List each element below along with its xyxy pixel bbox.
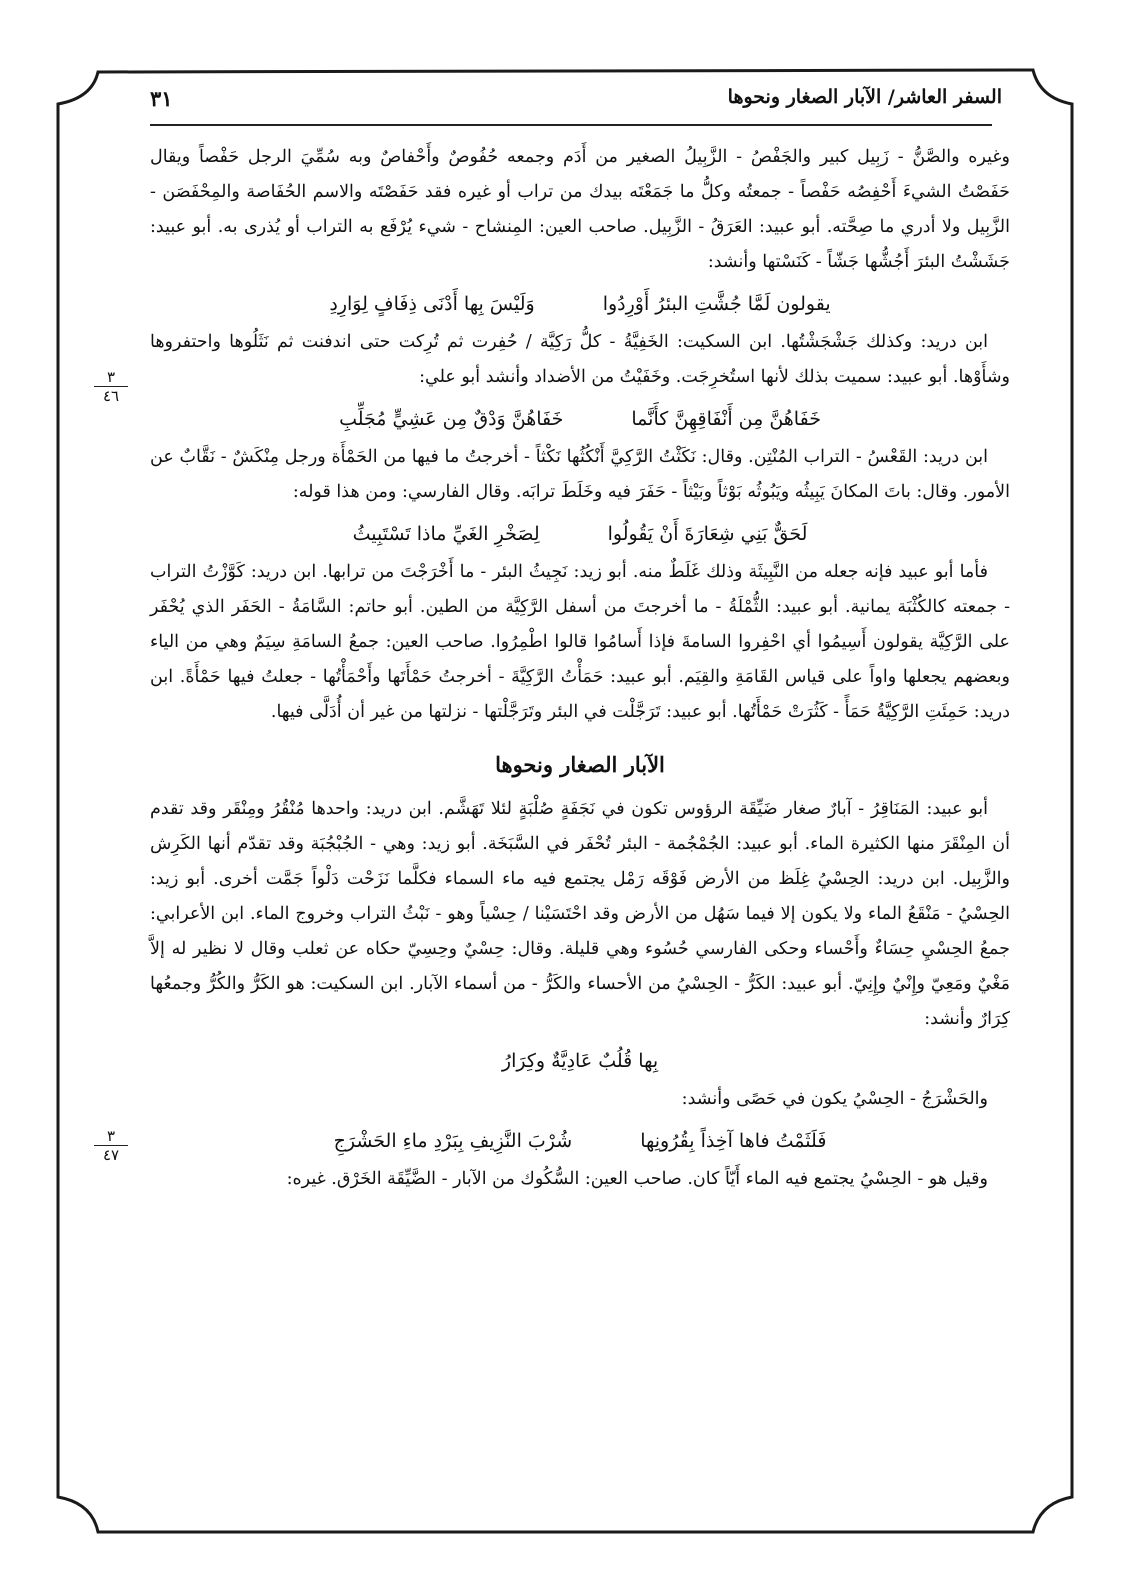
verse-hemistich-second: وَلَيْسَ بِها أَدْنَى ذِفَافٍ لِوَارِدِ bbox=[329, 293, 535, 315]
verse-hemistich-first: فَلَثَمْتُ فاها آخِذاً بِقُرُونِها bbox=[640, 1130, 827, 1152]
section-title: الآبار الصغار ونحوها bbox=[495, 752, 665, 777]
margin-folio-note bbox=[94, 368, 128, 405]
page-number: ٣١ bbox=[150, 86, 173, 111]
margin-folio-note bbox=[94, 1127, 128, 1164]
verse-hemistich-first: لَحَقٌّ بَنِي شِعَارَةَ أَنْ يَقُولُوا bbox=[607, 523, 808, 545]
verse-hemistich-second: لِصَخْرِ الغَيِّ ماذا تَسْتَبِيثُ bbox=[352, 523, 540, 545]
paragraph: ابن دريد: القَعْسُ - التراب المُنْتِن. وقال: نَكَثْتُ الرَّكِيَّ أَنْكُثُها نَكْثاً - أخرجتُ ما فيها من الحَمْأَة ورجل مِنْكَشٌ - نَقَّابٌ عن الأمور. وقال: باتَ المكانَ يَبِيثُه ويَبُوثُه بَوْثاً وبَيْثاً - حَفَرَ فيه وخَلَطَ ترابَه. وقال الفارسي: ومن هذا قوله: bbox=[150, 447, 1010, 502]
paragraph: والحَشْرَجُ - الحِسْيُ يكون في حَصًى وأنشد: bbox=[681, 1089, 988, 1109]
margin-note-bottom: ٤٧ bbox=[102, 1146, 120, 1164]
paragraph: ابن دريد: وكذلك جَشْجَشْتُها. ابن السكيت: الخَفِيَّةُ - كلُّ رَكِيَّة / حُفِرت ثم تُرِكت حتى اندفنت ثم نَثَلُوها واحتفروها وشأَوْها. أبو عبيد: سميت بذلك لأنها استُخرِجَت. وخَفَيْتُ من الأضداد وأنشد أبو علي: bbox=[150, 332, 1010, 387]
running-head: السفر العاشر/ الآبار الصغار ونحوها bbox=[727, 86, 1002, 108]
verse-line bbox=[150, 516, 1010, 552]
paragraph: وغيره والصَّنُّ - زَبِيل كبير والجَفْصُ - الزَّبِيلُ الصغير من أَدَم وجمعه حُفُوصٌ وأَحْفاصٌ وبه سُمِّيَ الرجل حَفْصاً ويقال حَفَصْتُ الشيءَ أَحْفِصُه حَفْصاً - جمعتُه وكلُّ ما جَمَعْتَه بيدك من تراب أو غيره فقد حَفَصْتَه والاسم الحُفَاصة والمِحْفَصَن - الزَّبِيل ولا أدري ما صِحَّته. أبو عبيد: العَرَقُ - الزَّبِيل. صاحب العين: المِنشاح - شيء يُرْفَع به التراب أو يُذرى به. أبو عبيد: جَشَشْتُ البئرَ أَجُشُّها جَشّاً - كَنَسْتها وأنشد: bbox=[150, 147, 1010, 272]
margin-note-top: ٣ bbox=[94, 1127, 128, 1146]
verse-hemistich-second: خَفَاهُنَّ وَدْقٌ مِن عَشِيٍّ مُجَلِّبِ bbox=[339, 408, 564, 430]
verse-line bbox=[150, 401, 1010, 437]
verse-hemistich-second: شُرْبَ النَّزِيفِ بِبَرْدِ ماءِ الحَشْرَجِ bbox=[333, 1130, 573, 1152]
verse-line bbox=[150, 1043, 1010, 1079]
header-rule bbox=[150, 124, 992, 126]
verse-line bbox=[150, 286, 1010, 322]
paragraph: فأما أبو عبيد فإنه جعله من النَّبِيثَة وذلك غَلَطٌ منه. أبو زيد: نَجِيثُ البئر - ما أَخْرَجْتَ من ترابها. ابن دريد: كَوَّزْتُ التراب - جمعته كالكُثْبَة يمانية. أبو عبيد: الثُّمْلَةُ - ما أخرجتَ من أسفل الرَّكِيَّة من الطين. أبو حاتم: السَّامَةُ - الحَفَر الذي يُحْفَر على الرَّكِيَّة يقولون أَسِيمُوا أي احْفِروا السامةَ فإذا أَسامُوا قالوا اطْمِرُوا. صاحب العين: جمعُ السامَةِ سِيَمٌ وهي من الياء وبعضهم يجعلها واواً على قياس القَامَةِ والقِيَم. أبو عبيد: حَمَأْتُ الرَّكِيَّةَ - أخرجتُ حَمْأَتَها وأَحْمَأْتُها - جعلتُ فيها حَمْأَةً. ابن دريد: حَمِئَتِ الرَّكِيَّةُ حَمَأً - كَثُرَتْ حَمْأَتُها. أبو عبيد: تَرَجَّلْت في البئر وتَرَجَّلْتها - نزلتها من غير أن أُدَلَّى فيها. bbox=[150, 562, 1010, 722]
paragraph: وقيل هو - الحِسْيُ يجتمع فيه الماء أَيّاً كان. صاحب العين: السُّكُوك من الآبار - الضَّيِّقَة الخَرْق. غيره: bbox=[286, 1169, 988, 1189]
margin-note-top: ٣ bbox=[94, 368, 128, 387]
verse-hemistich-first: خَفَاهُنَّ مِن أَنْفَاقِهِنَّ كأَنَّما bbox=[631, 408, 821, 430]
margin-note-bottom: ٤٦ bbox=[102, 387, 120, 405]
verse-single: بِها قُلُبٌ عَادِيَّةٌ وكِرَارُ bbox=[501, 1050, 659, 1072]
paragraph: أبو عبيد: المَنَاقِرُ - آبارٌ صغار ضَيِّقَة الرؤوس تكون في نَجَفَةٍ صُلْبَةٍ لئلا تَهَشَّم. ابن دريد: واحدها مُنْقُرُ ومِنْقَر وقد تقدم أن المِنْقَرَ منها الكثيرة الماء. أبو عبيد: الجُمْجُمة - البئر تُحْفَر في السَّبَخَة. أبو زيد: وهي - الجُبْجُبَة وقد تقدّم أنها الكَرِش والزَّبِيل. ابن دريد: الحِسْيُ غِلَظ من الأرض فَوْقَه رَمْل يجتمع فيه ماء السماء فكلَّما نَزَحْت دَلْواً جَمَّت أخرى. أبو زيد: الحِسْيُ - مَنْقَعُ الماء ولا يكون إلا فيما سَهُل من الأرض وقد احْتَسَيْنا / حِسْياً وهو - نَبْثُ التراب وخروج الماء. ابن الأعرابي: جمعُ الحِسْيِ حِسَاءٌ وأَحْساء وحكى الفارسي حُسُوء وهي قليلة. وقال: حِسْيٌ وحِسِيّ حكاه عن ثعلب وقال لا نظير له إلاَّ مَغْيٌ ومَعِيّ وإِنْيٌ وإِنِيّ. أبو عبيد: الكَرُّ - الحِسْيُ من الأحساء والكَرُّ - من أسماء الآبار. ابن السكيت: هو الكَرُّ والكُرُّ وجمعُها كِرَارٌ وأنشد: bbox=[150, 799, 1010, 1029]
verse-hemistich-first: يقولون لَمَّا جُشَّتِ البئرُ أَوْرِدُوا bbox=[602, 293, 831, 315]
page-body bbox=[150, 140, 1010, 1197]
verse-line bbox=[150, 1123, 1010, 1159]
